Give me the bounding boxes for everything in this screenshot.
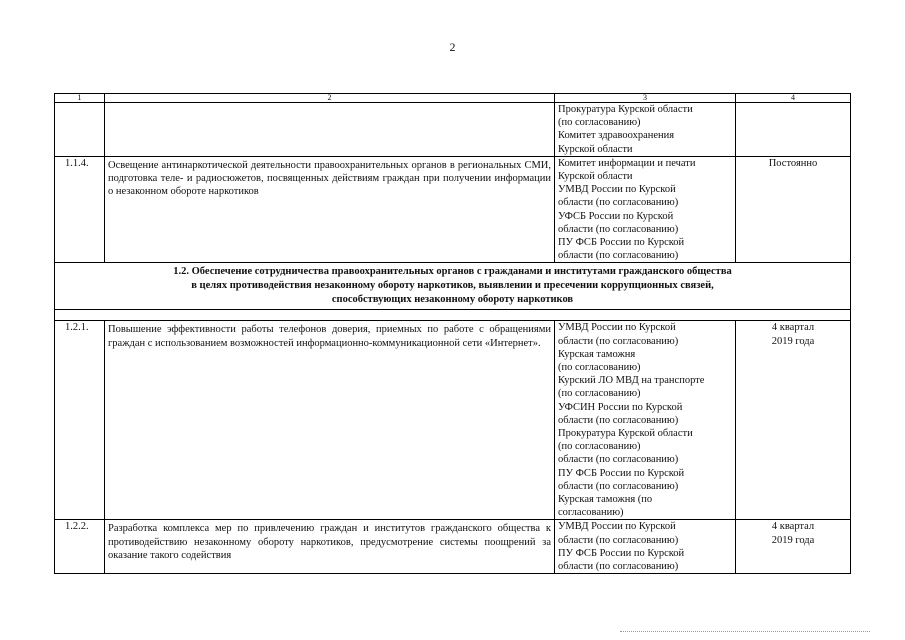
section-heading-line: в целях противодействия незаконному обороту наркотиков, выявлении и пресечении коррупционных связей, [191,280,714,292]
col-number-4: 4 [736,94,851,103]
term-line: 2019 года [771,534,815,546]
term-line: 4 квартал [771,322,815,334]
scan-artifact-line [620,631,870,636]
table-row-continuation [55,103,851,157]
row-term [736,321,851,520]
executor-line: области (по согласованию) [558,454,679,466]
executor-line: УМВД России по Курской [558,521,676,533]
col-number-2: 2 [105,94,555,103]
section-heading-row [55,263,851,310]
executor-line: области (по согласованию) [558,414,679,426]
row-term [736,520,851,574]
row-description: Освещение антинаркотической деятельности правоохранительных органов в региональных СМИ, подготовка теле- и радиосюжетов, посвященных действиям граждан при получении информации о незаконном обороте наркотиков [105,156,555,263]
row-description: Повышение эффективности работы телефонов доверия, приемных по работе с обращениями граждан с использованием возможностей информационно-коммуникационной сети «Интернет». [105,321,555,520]
executor-line: Курской области [558,171,633,183]
executor-line: области (по согласованию) [558,197,679,209]
executor-line: Комитет здравоохранения [558,130,675,142]
executor-line: области (по согласованию) [558,534,679,546]
executor-line: Курской области [558,143,633,155]
term-line: 4 квартал [771,521,815,533]
row-number [55,103,105,157]
executor-line: области (по согласованию) [558,335,679,347]
col-number-3: 3 [555,94,736,103]
executor-line: Курский ЛО МВД на транспорте [558,375,705,387]
table-row-1-1-4 [55,156,851,263]
row-description: Разработка комплекса мер по привлечению граждан и институтов гражданского общества к противодействию незаконному обороту наркотиков, предусмотрение системы поощрений за оказание такого содействия [105,520,555,574]
executor-line: области (по согласованию) [558,223,679,235]
row-description [105,103,555,157]
spacer-row [55,310,851,321]
action-plan-table [54,93,851,574]
spacer-cell [55,310,851,321]
section-heading-line: способствующих незаконному обороту наркотиков [331,294,574,306]
executor-line: ПУ ФСБ России по Курской [558,547,685,559]
table-row-1-2-2 [55,520,851,574]
term-line: 2019 года [771,335,815,347]
executor-line: (по согласованию) [558,117,641,129]
row-number: 1.1.4. [55,156,105,263]
executor-line: УФСБ России по Курской [558,210,674,222]
row-executors [555,321,736,520]
executor-line: Курская таможня (по [558,494,653,506]
table-row-1-2-1 [55,321,851,520]
row-term [736,103,851,157]
executor-line: Прокуратура Курской области [558,104,693,115]
executor-line: УМВД России по Курской [558,322,676,334]
section-heading-line: 1.2. Обеспечение сотрудничества правоохранительных органов с гражданами и институтами гражданского общества [173,266,732,278]
row-executors [555,156,736,263]
executor-line: (по согласованию) [558,441,641,453]
executor-line: (по согласованию) [558,362,641,374]
executor-line: УМВД России по Курской [558,184,676,196]
row-executors [555,520,736,574]
executor-line: области (по согласованию) [558,250,679,262]
row-number: 1.2.2. [55,520,105,574]
page-number: 2 [449,40,456,54]
executor-line: Прокуратура Курской области [558,428,693,440]
executor-line: УФСИН России по Курской [558,401,683,413]
executor-line: ПУ ФСБ России по Курской [558,467,685,479]
row-term: Постоянно [736,156,851,263]
row-executors [555,103,736,157]
executor-line: области (по согласованию) [558,561,679,573]
col-number-1: 1 [55,94,105,103]
executor-line: ПУ ФСБ России по Курской [558,237,685,249]
column-number-row [55,94,851,103]
executor-line: Курская таможня [558,348,636,360]
executor-line: согласованию) [558,507,624,519]
section-heading [55,263,851,310]
executor-line: (по согласованию) [558,388,641,400]
row-number: 1.2.1. [55,321,105,520]
executor-line: области (по согласованию) [558,480,679,492]
executor-line: Комитет информации и печати [558,157,696,169]
